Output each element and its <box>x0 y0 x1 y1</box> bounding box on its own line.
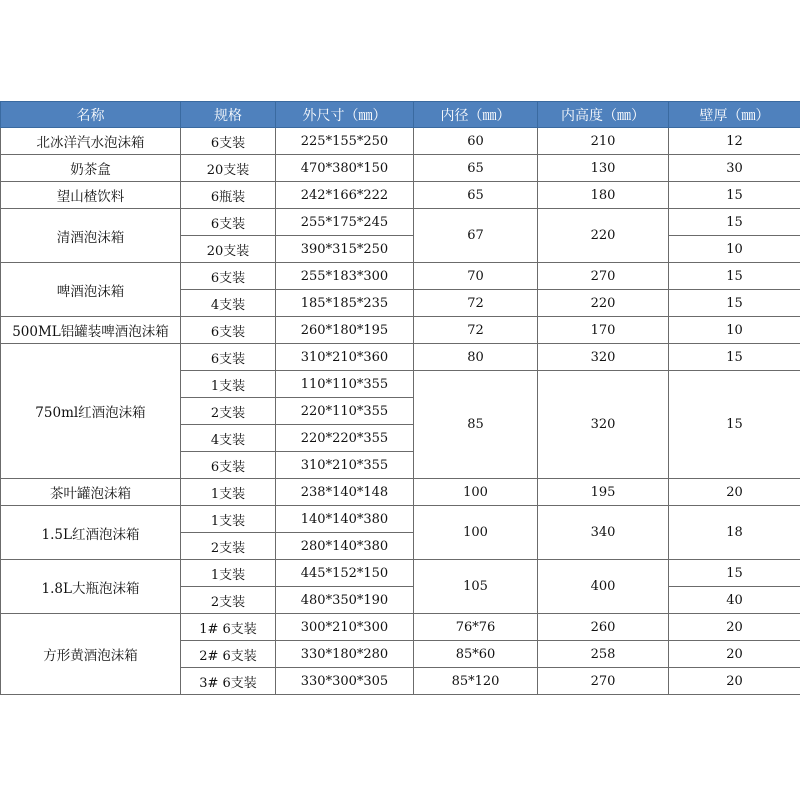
spec-cell: 1支装 <box>181 506 276 533</box>
table-row <box>1 209 800 236</box>
table-row <box>1 344 800 371</box>
spec-cell: 2# 6支装 <box>181 641 276 668</box>
inner-diameter-cell: 72 <box>414 290 538 317</box>
outer-size-cell: 300*210*300 <box>276 614 414 641</box>
outer-size-cell: 185*185*235 <box>276 290 414 317</box>
inner-diameter-cell: 70 <box>414 263 538 290</box>
inner-height-cell: 220 <box>538 209 669 263</box>
header-outer-size: 外尺寸（㎜） <box>276 102 414 128</box>
spec-cell: 1支装 <box>181 560 276 587</box>
wall-thickness-cell: 30 <box>669 155 800 182</box>
outer-size-cell: 238*140*148 <box>276 479 414 506</box>
inner-diameter-cell: 72 <box>414 317 538 344</box>
inner-height-cell: 260 <box>538 614 669 641</box>
wall-thickness-cell: 20 <box>669 479 800 506</box>
inner-diameter-cell: 105 <box>414 560 538 614</box>
spec-cell: 6支装 <box>181 317 276 344</box>
outer-size-cell: 390*315*250 <box>276 236 414 263</box>
header-inner-height: 内高度（㎜） <box>538 102 669 128</box>
spec-cell: 20支装 <box>181 155 276 182</box>
spec-cell: 6瓶装 <box>181 182 276 209</box>
table-row <box>1 506 800 533</box>
outer-size-cell: 220*110*355 <box>276 398 414 425</box>
inner-height-cell: 170 <box>538 317 669 344</box>
header-name: 名称 <box>1 102 181 128</box>
outer-size-cell: 242*166*222 <box>276 182 414 209</box>
inner-diameter-cell: 60 <box>414 128 538 155</box>
inner-height-cell: 270 <box>538 263 669 290</box>
inner-diameter-cell: 100 <box>414 506 538 560</box>
inner-height-cell: 195 <box>538 479 669 506</box>
inner-diameter-cell: 65 <box>414 155 538 182</box>
product-name: 茶叶罐泡沫箱 <box>1 479 181 506</box>
table-row <box>1 155 800 182</box>
inner-height-cell: 130 <box>538 155 669 182</box>
product-name: 方形黄酒泡沫箱 <box>1 614 181 695</box>
table-row <box>1 182 800 209</box>
wall-thickness-cell: 15 <box>669 209 800 236</box>
wall-thickness-cell: 18 <box>669 506 800 560</box>
wall-thickness-cell: 15 <box>669 182 800 209</box>
spec-cell: 2支装 <box>181 398 276 425</box>
inner-diameter-cell: 85*120 <box>414 668 538 695</box>
inner-height-cell: 210 <box>538 128 669 155</box>
header-row <box>1 102 800 128</box>
inner-height-cell: 320 <box>538 371 669 479</box>
header-wall-thickness: 壁厚（㎜） <box>669 102 800 128</box>
spec-cell: 1支装 <box>181 479 276 506</box>
outer-size-cell: 225*155*250 <box>276 128 414 155</box>
product-name: 750ml红酒泡沫箱 <box>1 344 181 479</box>
table-row <box>1 479 800 506</box>
wall-thickness-cell: 40 <box>669 587 800 614</box>
spec-cell: 6支装 <box>181 263 276 290</box>
outer-size-cell: 330*180*280 <box>276 641 414 668</box>
spec-cell: 4支装 <box>181 290 276 317</box>
inner-height-cell: 258 <box>538 641 669 668</box>
outer-size-cell: 470*380*150 <box>276 155 414 182</box>
spec-cell: 2支装 <box>181 587 276 614</box>
outer-size-cell: 445*152*150 <box>276 560 414 587</box>
product-name: 奶茶盒 <box>1 155 181 182</box>
outer-size-cell: 330*300*305 <box>276 668 414 695</box>
spec-cell: 6支装 <box>181 452 276 479</box>
table-row <box>1 263 800 290</box>
outer-size-cell: 220*220*355 <box>276 425 414 452</box>
outer-size-cell: 280*140*380 <box>276 533 414 560</box>
wall-thickness-cell: 10 <box>669 317 800 344</box>
wall-thickness-cell: 20 <box>669 668 800 695</box>
outer-size-cell: 310*210*360 <box>276 344 414 371</box>
product-name: 500ML铝罐装啤酒泡沫箱 <box>1 317 181 344</box>
outer-size-cell: 480*350*190 <box>276 587 414 614</box>
wall-thickness-cell: 15 <box>669 371 800 479</box>
spec-cell: 6支装 <box>181 209 276 236</box>
wall-thickness-cell: 15 <box>669 560 800 587</box>
outer-size-cell: 260*180*195 <box>276 317 414 344</box>
inner-diameter-cell: 80 <box>414 344 538 371</box>
table-row <box>1 317 800 344</box>
spec-cell: 6支装 <box>181 344 276 371</box>
header-spec: 规格 <box>181 102 276 128</box>
wall-thickness-cell: 15 <box>669 263 800 290</box>
outer-size-cell: 255*175*245 <box>276 209 414 236</box>
spec-cell: 6支装 <box>181 128 276 155</box>
wall-thickness-cell: 20 <box>669 641 800 668</box>
table-row <box>1 614 800 641</box>
wall-thickness-cell: 15 <box>669 344 800 371</box>
inner-diameter-cell: 85 <box>414 371 538 479</box>
inner-diameter-cell: 85*60 <box>414 641 538 668</box>
inner-diameter-cell: 65 <box>414 182 538 209</box>
inner-height-cell: 180 <box>538 182 669 209</box>
spec-cell: 2支装 <box>181 533 276 560</box>
product-name: 啤酒泡沫箱 <box>1 263 181 317</box>
spec-cell: 20支装 <box>181 236 276 263</box>
inner-diameter-cell: 100 <box>414 479 538 506</box>
product-name: 望山楂饮料 <box>1 182 181 209</box>
spec-cell: 4支装 <box>181 425 276 452</box>
header-inner-diameter: 内径（㎜） <box>414 102 538 128</box>
spec-cell: 1支装 <box>181 371 276 398</box>
wall-thickness-cell: 15 <box>669 290 800 317</box>
inner-height-cell: 320 <box>538 344 669 371</box>
inner-height-cell: 400 <box>538 560 669 614</box>
table-row <box>1 128 800 155</box>
spec-cell: 3# 6支装 <box>181 668 276 695</box>
inner-height-cell: 220 <box>538 290 669 317</box>
product-name: 清酒泡沫箱 <box>1 209 181 263</box>
wall-thickness-cell: 12 <box>669 128 800 155</box>
wall-thickness-cell: 20 <box>669 614 800 641</box>
table-row <box>1 560 800 587</box>
product-name: 1.8L大瓶泡沫箱 <box>1 560 181 614</box>
spec-table <box>0 101 800 695</box>
inner-height-cell: 340 <box>538 506 669 560</box>
spec-cell: 1# 6支装 <box>181 614 276 641</box>
outer-size-cell: 110*110*355 <box>276 371 414 398</box>
product-name: 北冰洋汽水泡沫箱 <box>1 128 181 155</box>
inner-height-cell: 270 <box>538 668 669 695</box>
outer-size-cell: 140*140*380 <box>276 506 414 533</box>
product-name: 1.5L红酒泡沫箱 <box>1 506 181 560</box>
inner-diameter-cell: 67 <box>414 209 538 263</box>
outer-size-cell: 255*183*300 <box>276 263 414 290</box>
outer-size-cell: 310*210*355 <box>276 452 414 479</box>
inner-diameter-cell: 76*76 <box>414 614 538 641</box>
wall-thickness-cell: 10 <box>669 236 800 263</box>
